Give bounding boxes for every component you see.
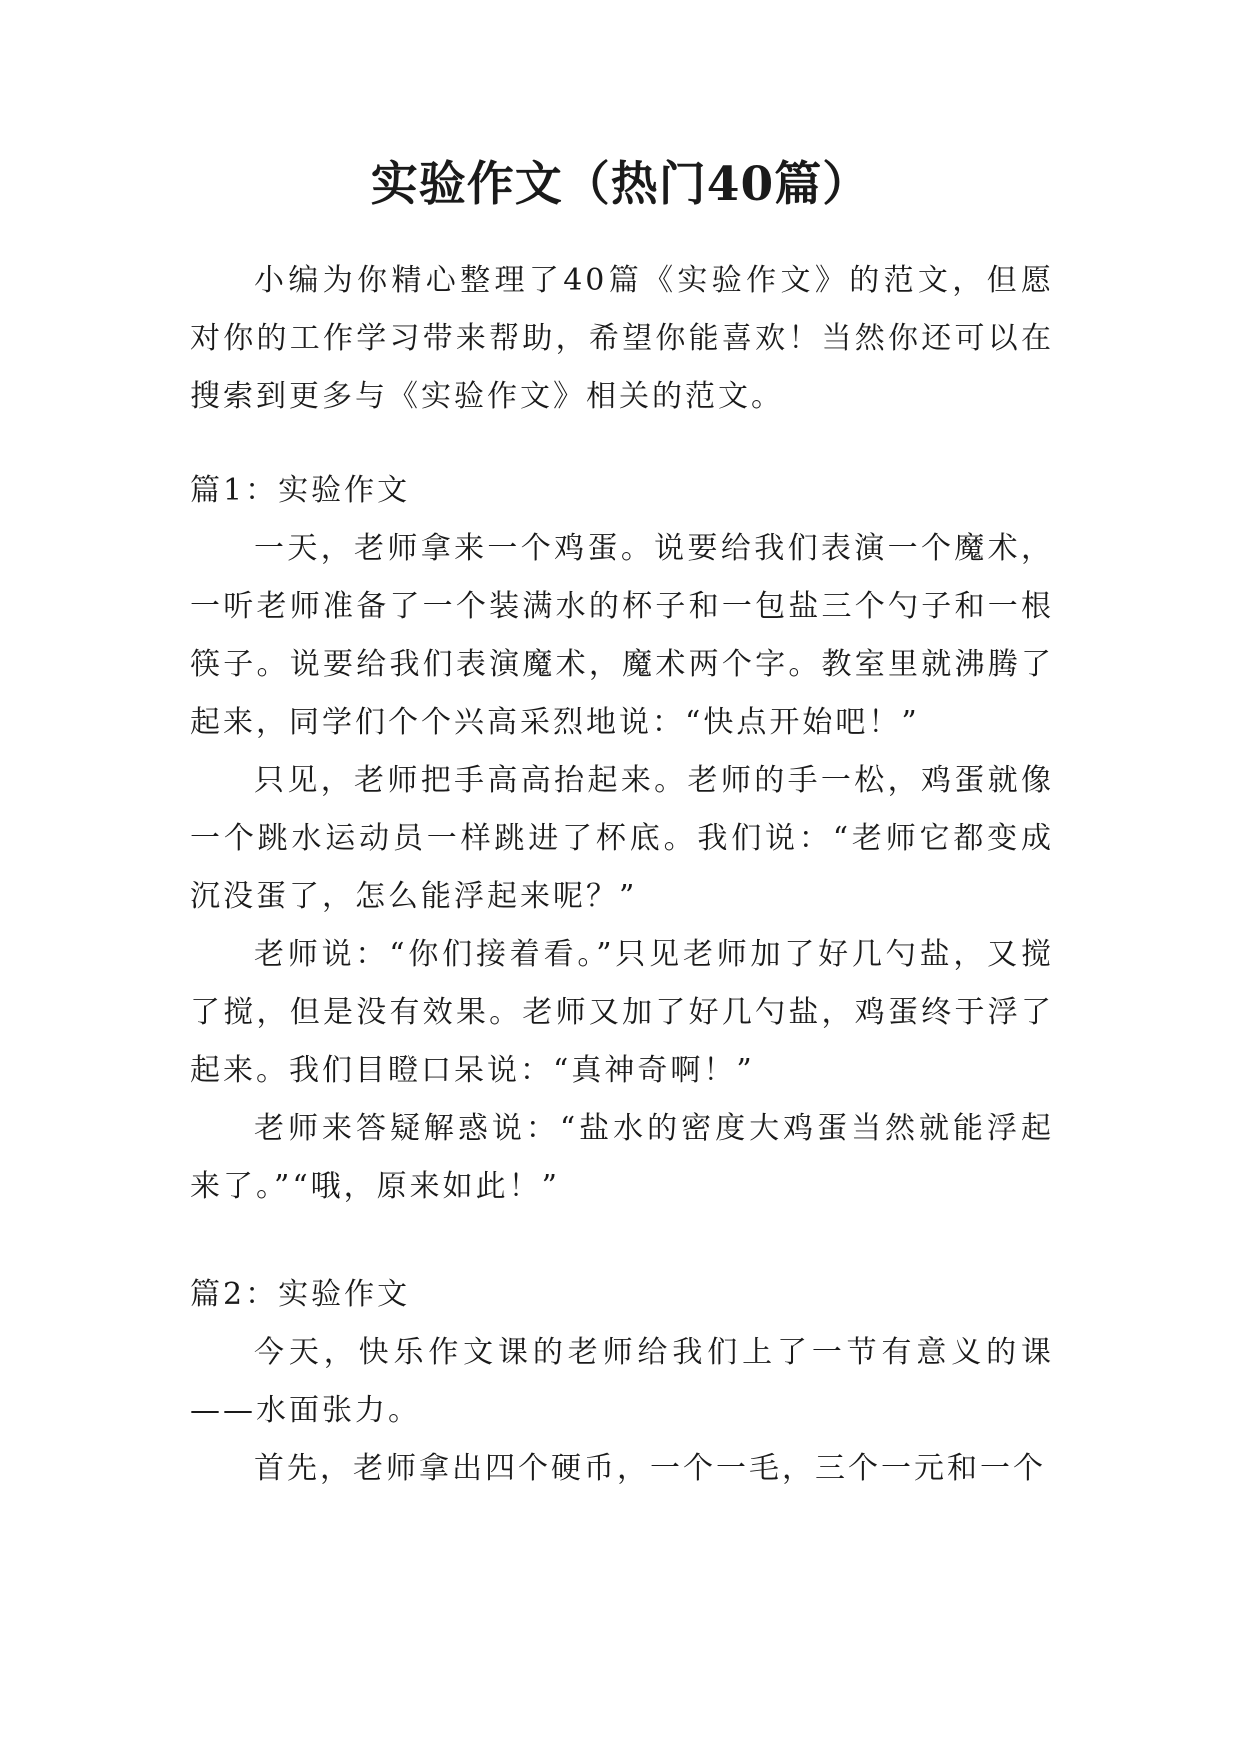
- section-paragraph: 老师说：“你们接着看。”只见老师加了好几勺盐，又搅了搅，但是没有效果。老师又加了好几勺盐，鸡蛋终于浮了起来。我们目瞪口呆说：“真神奇啊！”: [190, 937, 1054, 1088]
- section-paragraph: 一天，老师拿来一个鸡蛋。说要给我们表演一个魔术，一听老师准备了一个装满水的杯子和一包盐三个勺子和一根筷子。说要给我们表演魔术，魔术两个字。教室里就沸腾了起来，同学们个个兴高采烈地说：“快点开始吧！”: [190, 531, 1054, 740]
- section-paragraph: 今天，快乐作文课的老师给我们上了一节有意义的课——水面张力。: [190, 1335, 1054, 1428]
- intro-block: [190, 252, 1054, 426]
- section-paragraph: 只见，老师把手高高抬起来。老师的手一松，鸡蛋就像一个跳水运动员一样跳进了杯底。我们说：“老师它都变成沉没蛋了，怎么能浮起来呢？”: [190, 763, 1054, 914]
- section-paragraph: 首先，老师拿出四个硬币，一个一毛，三个一元和一个: [254, 1451, 1046, 1486]
- section-1: [190, 462, 1054, 1216]
- section-2: [190, 1266, 1054, 1498]
- intro-paragraph: 小编为你精心整理了40篇《实验作文》的范文，但愿对你的工作学习带来帮助，希望你能喜欢！当然你还可以在搜索到更多与《实验作文》相关的范文。: [190, 263, 1054, 414]
- page-title: 实验作文（热门40篇）: [370, 157, 871, 212]
- section-heading: 篇1：实验作文: [190, 473, 411, 508]
- section-paragraph: 老师来答疑解惑说：“盐水的密度大鸡蛋当然就能浮起来了。”“哦，原来如此！”: [190, 1111, 1054, 1204]
- section-heading: 篇2：实验作文: [190, 1277, 411, 1312]
